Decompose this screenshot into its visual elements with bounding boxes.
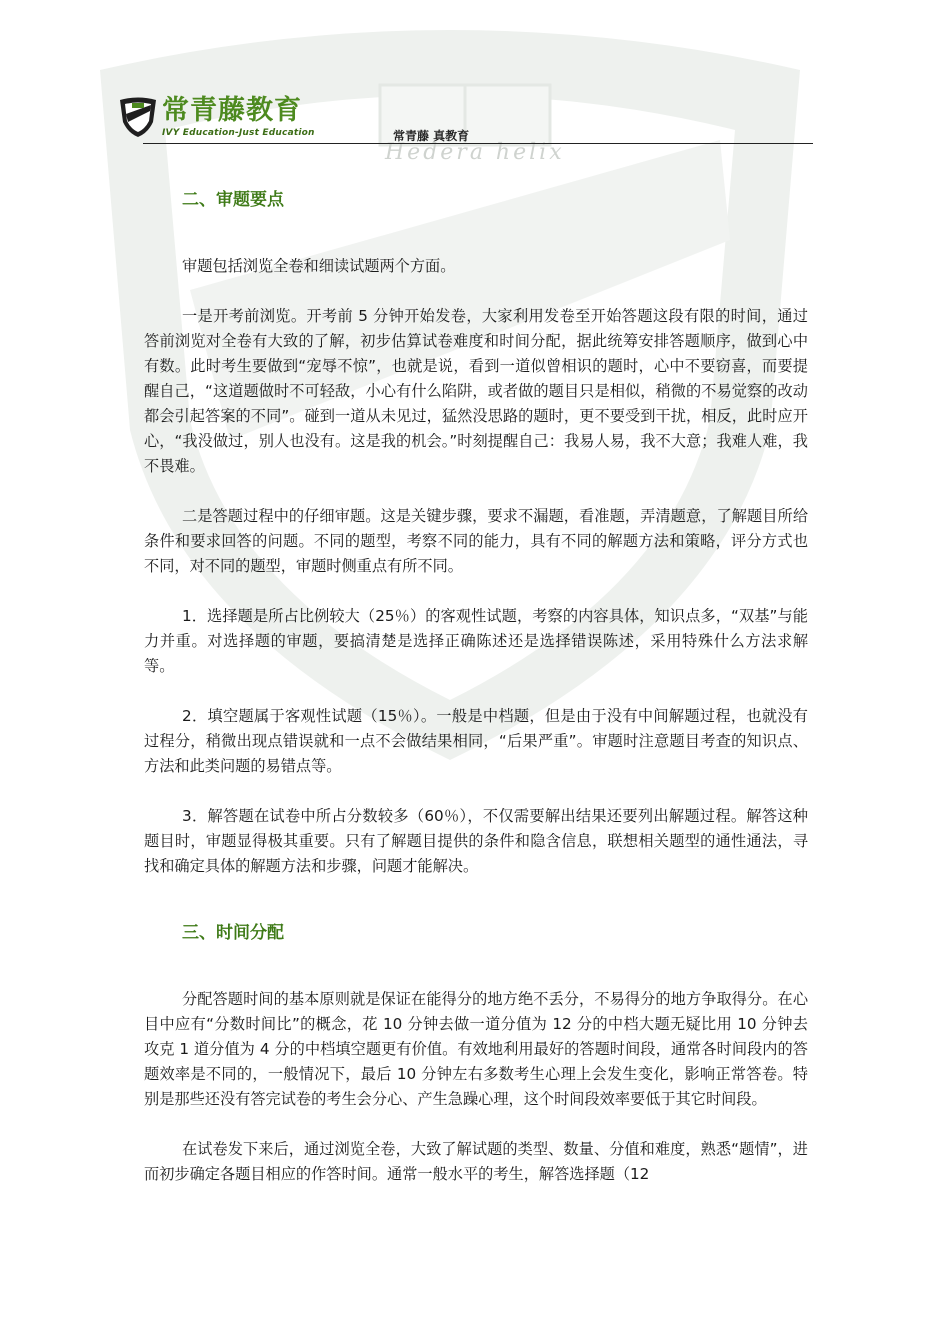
document-body [144,186,808,1187]
paragraph: 二是答题过程中的仔细审题。这是关键步骤，要求不漏题，看准题，弄清题意，了解题目所给条件和要求回答的问题。不同的题型，考察不同的能力，具有不同的解题方法和策略，评分方式也不同，对不同的题型，审题时侧重点有所不同。 [144,507,808,575]
logo-chinese-name: 常青藤教育 [162,95,302,126]
paragraph: 分配答题时间的基本原则就是保证在能得分的地方绝不丢分，不易得分的地方争取得分。在心目中应有“分数时间比”的概念，花 10 分钟去做一道分值为 12 分的中档大题无疑比用 10 分钟去攻克 1 道分值为 4 分的中档填空题更有价值。有效地利用最好的答题时间段，通常各时间段内的答题效率是不同的，一般情况下，最后 10 分钟左右多数考生心理上会发生变化，影响正常答卷。特别是那些还没有答完试卷的考生会分心、产生急躁心理，这个时间段效率要低于其它时间段。 [144,990,808,1108]
paragraph: 2．填空题属于客观性试题（15％）。一般是中档题，但是由于没有中间解题过程，也就没有过程分，稍微出现点错误就和一点不会做结果相同，“后果严重”。审题时注意题目考查的知识点、方法和此类问题的易错点等。 [144,707,808,775]
watermark-text: Hedera helix [385,140,565,165]
paragraph: 1．选择题是所占比例较大（25％）的客观性试题，考察的内容具体，知识点多，“双基”与能力并重。对选择题的审题，要搞清楚是选择正确陈述还是选择错误陈述，采用特殊什么方法求解等。 [144,607,808,675]
paragraph: 3．解答题在试卷中所占分数较多（60％），不仅需要解出结果还要列出解题过程。解答这种题目时，审题显得极其重要。只有了解题目提供的条件和隐含信息，联想相关题型的通性通法，寻找和确定具体的解题方法和步骤，问题才能解决。 [144,807,808,875]
section-heading: 三、时间分配 [182,923,284,943]
logo [118,96,315,138]
logo-english-name: IVY Education-Just Education [162,128,315,138]
header-divider [143,143,813,144]
header-motto: 常青藤 真教育 [393,129,470,143]
shield-logo-icon [118,96,158,138]
paragraph: 审题包括浏览全卷和细读试题两个方面。 [182,257,456,275]
section-heading: 二、审题要点 [182,190,284,210]
paragraph: 在试卷发下来后，通过浏览全卷，大致了解试题的类型、数量、分值和难度，熟悉“题情”，进而初步确定各题目相应的作答时间。通常一般水平的考生，解答选择题（12 [144,1140,808,1183]
paragraph: 一是开考前浏览。开考前 5 分钟开始发卷，大家利用发卷至开始答题这段有限的时间，通过答前浏览对全卷有大致的了解，初步估算试卷难度和时间分配，据此统筹安排答题顺序，做到心中有数。此时考生要做到“宠辱不惊”，也就是说，看到一道似曾相识的题时，心中不要窃喜，而要提醒自己，“这道题做时不可轻敌，小心有什么陷阱，或者做的题目只是相似，稍微的不易觉察的改动都会引起答案的不同”。碰到一道从未见过，猛然没思路的题时，更不要受到干扰，相反，此时应开心，“我没做过，别人也没有。这是我的机会。”时刻提醒自己：我易人易，我不大意；我难人难，我不畏难。 [144,307,808,475]
